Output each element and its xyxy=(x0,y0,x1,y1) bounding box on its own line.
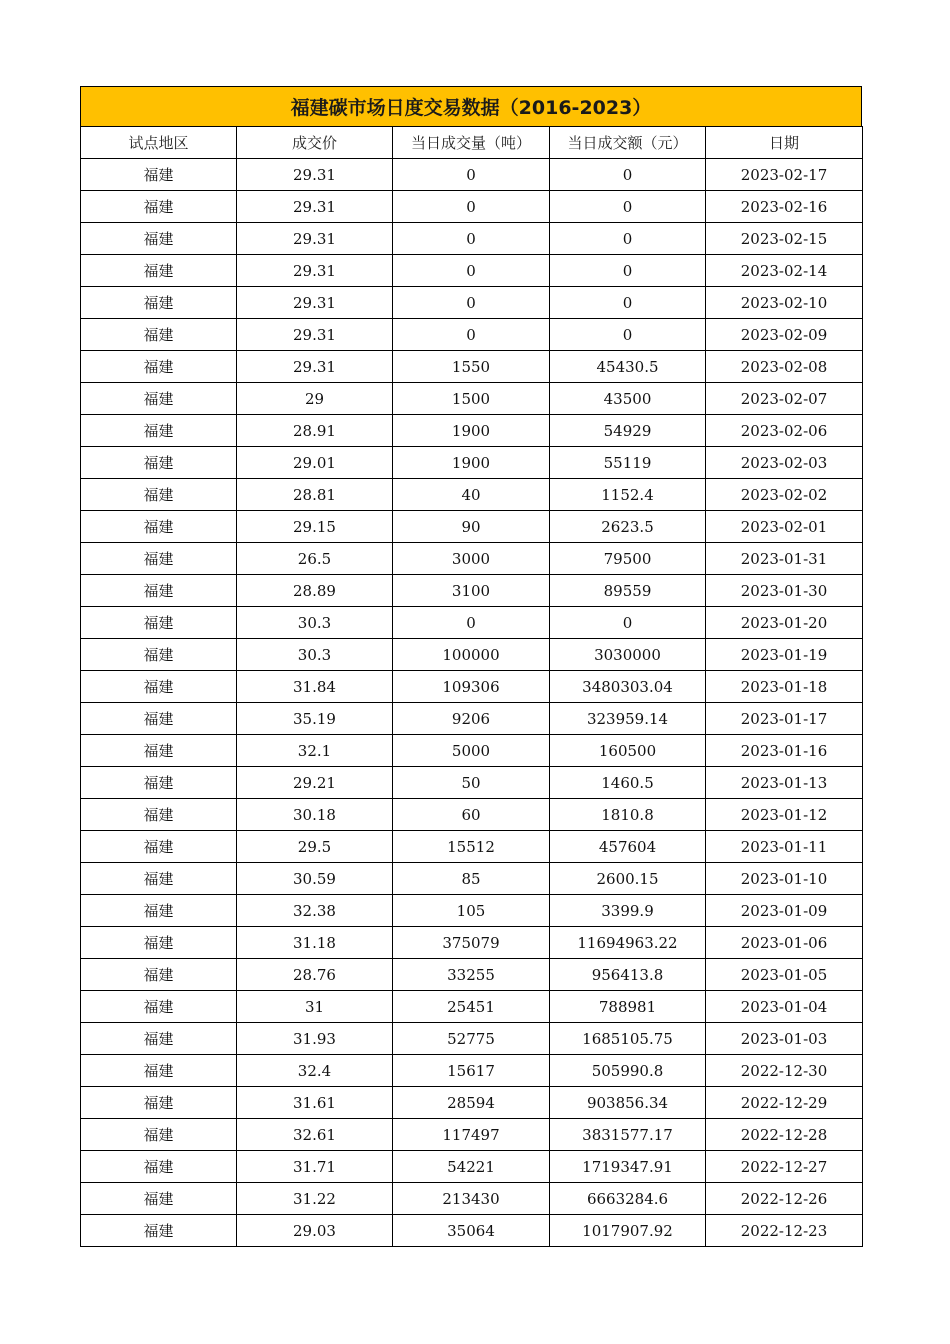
column-header-date: 日期 xyxy=(706,127,863,159)
cell-amount: 788981 xyxy=(550,991,706,1023)
cell-date: 2023-01-20 xyxy=(706,607,863,639)
cell-volume: 0 xyxy=(393,287,550,319)
cell-volume: 109306 xyxy=(393,671,550,703)
cell-price: 32.1 xyxy=(237,735,393,767)
cell-region: 福建 xyxy=(81,639,237,671)
cell-price: 32.38 xyxy=(237,895,393,927)
cell-volume: 0 xyxy=(393,159,550,191)
cell-amount: 1460.5 xyxy=(550,767,706,799)
cell-region: 福建 xyxy=(81,799,237,831)
cell-date: 2023-01-18 xyxy=(706,671,863,703)
cell-region: 福建 xyxy=(81,159,237,191)
cell-amount: 2600.15 xyxy=(550,863,706,895)
cell-region: 福建 xyxy=(81,351,237,383)
cell-date: 2023-01-09 xyxy=(706,895,863,927)
cell-amount: 54929 xyxy=(550,415,706,447)
cell-amount: 6663284.6 xyxy=(550,1183,706,1215)
cell-region: 福建 xyxy=(81,511,237,543)
cell-amount: 11694963.22 xyxy=(550,927,706,959)
cell-region: 福建 xyxy=(81,959,237,991)
cell-price: 28.76 xyxy=(237,959,393,991)
cell-date: 2023-02-16 xyxy=(706,191,863,223)
cell-volume: 85 xyxy=(393,863,550,895)
cell-date: 2023-02-07 xyxy=(706,383,863,415)
cell-amount: 3480303.04 xyxy=(550,671,706,703)
cell-volume: 117497 xyxy=(393,1119,550,1151)
cell-date: 2023-01-31 xyxy=(706,543,863,575)
trade-data-table xyxy=(80,126,863,1247)
cell-volume: 1550 xyxy=(393,351,550,383)
cell-volume: 3100 xyxy=(393,575,550,607)
cell-amount: 3399.9 xyxy=(550,895,706,927)
sheet-title: 福建碳市场日度交易数据（2016-2023） xyxy=(80,86,862,126)
cell-amount: 0 xyxy=(550,223,706,255)
cell-region: 福建 xyxy=(81,575,237,607)
cell-volume: 0 xyxy=(393,607,550,639)
cell-date: 2023-01-03 xyxy=(706,1023,863,1055)
cell-region: 福建 xyxy=(81,1023,237,1055)
cell-volume: 9206 xyxy=(393,703,550,735)
cell-price: 30.59 xyxy=(237,863,393,895)
cell-date: 2023-02-02 xyxy=(706,479,863,511)
table-row xyxy=(81,383,863,415)
table-row xyxy=(81,447,863,479)
data-sheet xyxy=(80,86,862,1247)
cell-region: 福建 xyxy=(81,1119,237,1151)
column-header-amount: 当日成交额（元） xyxy=(550,127,706,159)
cell-price: 29.31 xyxy=(237,287,393,319)
cell-price: 29.01 xyxy=(237,447,393,479)
cell-volume: 0 xyxy=(393,255,550,287)
cell-date: 2022-12-30 xyxy=(706,1055,863,1087)
table-row xyxy=(81,639,863,671)
cell-region: 福建 xyxy=(81,991,237,1023)
table-row xyxy=(81,1023,863,1055)
cell-volume: 50 xyxy=(393,767,550,799)
cell-region: 福建 xyxy=(81,415,237,447)
table-row xyxy=(81,799,863,831)
cell-region: 福建 xyxy=(81,255,237,287)
cell-amount: 0 xyxy=(550,287,706,319)
cell-date: 2023-01-11 xyxy=(706,831,863,863)
cell-date: 2023-02-06 xyxy=(706,415,863,447)
table-row xyxy=(81,543,863,575)
cell-date: 2022-12-23 xyxy=(706,1215,863,1247)
cell-region: 福建 xyxy=(81,927,237,959)
cell-region: 福建 xyxy=(81,607,237,639)
cell-price: 32.61 xyxy=(237,1119,393,1151)
cell-price: 29 xyxy=(237,383,393,415)
cell-region: 福建 xyxy=(81,543,237,575)
table-row xyxy=(81,479,863,511)
cell-region: 福建 xyxy=(81,383,237,415)
cell-price: 29.21 xyxy=(237,767,393,799)
cell-amount: 89559 xyxy=(550,575,706,607)
table-row xyxy=(81,607,863,639)
cell-date: 2023-01-10 xyxy=(706,863,863,895)
table-row xyxy=(81,1151,863,1183)
cell-date: 2022-12-28 xyxy=(706,1119,863,1151)
cell-price: 30.3 xyxy=(237,639,393,671)
cell-region: 福建 xyxy=(81,735,237,767)
cell-amount: 1017907.92 xyxy=(550,1215,706,1247)
cell-volume: 54221 xyxy=(393,1151,550,1183)
cell-volume: 40 xyxy=(393,479,550,511)
cell-amount: 1152.4 xyxy=(550,479,706,511)
cell-price: 31.18 xyxy=(237,927,393,959)
cell-price: 31.93 xyxy=(237,1023,393,1055)
cell-amount: 323959.14 xyxy=(550,703,706,735)
cell-amount: 0 xyxy=(550,191,706,223)
table-row xyxy=(81,415,863,447)
cell-amount: 0 xyxy=(550,255,706,287)
table-row xyxy=(81,575,863,607)
cell-region: 福建 xyxy=(81,1215,237,1247)
cell-volume: 1900 xyxy=(393,415,550,447)
cell-date: 2023-01-17 xyxy=(706,703,863,735)
cell-date: 2023-02-14 xyxy=(706,255,863,287)
cell-price: 29.31 xyxy=(237,159,393,191)
table-row xyxy=(81,671,863,703)
table-row xyxy=(81,287,863,319)
table-row xyxy=(81,863,863,895)
cell-volume: 28594 xyxy=(393,1087,550,1119)
table-row xyxy=(81,927,863,959)
cell-date: 2023-01-30 xyxy=(706,575,863,607)
cell-price: 29.31 xyxy=(237,319,393,351)
cell-price: 28.89 xyxy=(237,575,393,607)
cell-volume: 15512 xyxy=(393,831,550,863)
cell-amount: 45430.5 xyxy=(550,351,706,383)
cell-price: 29.31 xyxy=(237,255,393,287)
cell-volume: 25451 xyxy=(393,991,550,1023)
cell-region: 福建 xyxy=(81,703,237,735)
cell-amount: 505990.8 xyxy=(550,1055,706,1087)
cell-price: 30.3 xyxy=(237,607,393,639)
cell-volume: 3000 xyxy=(393,543,550,575)
table-row xyxy=(81,767,863,799)
cell-volume: 0 xyxy=(393,223,550,255)
cell-price: 29.15 xyxy=(237,511,393,543)
cell-region: 福建 xyxy=(81,1055,237,1087)
cell-price: 31.71 xyxy=(237,1151,393,1183)
column-header-region: 试点地区 xyxy=(81,127,237,159)
table-row xyxy=(81,223,863,255)
cell-volume: 35064 xyxy=(393,1215,550,1247)
cell-region: 福建 xyxy=(81,319,237,351)
cell-volume: 5000 xyxy=(393,735,550,767)
cell-date: 2023-02-08 xyxy=(706,351,863,383)
table-row xyxy=(81,895,863,927)
cell-region: 福建 xyxy=(81,863,237,895)
table-row xyxy=(81,511,863,543)
cell-date: 2023-01-16 xyxy=(706,735,863,767)
cell-price: 29.31 xyxy=(237,191,393,223)
cell-region: 福建 xyxy=(81,1151,237,1183)
cell-amount: 79500 xyxy=(550,543,706,575)
cell-price: 35.19 xyxy=(237,703,393,735)
table-body xyxy=(81,159,863,1247)
cell-volume: 105 xyxy=(393,895,550,927)
cell-amount: 2623.5 xyxy=(550,511,706,543)
cell-date: 2022-12-27 xyxy=(706,1151,863,1183)
table-row xyxy=(81,191,863,223)
cell-price: 31.22 xyxy=(237,1183,393,1215)
table-row xyxy=(81,255,863,287)
header-row xyxy=(81,127,863,159)
cell-date: 2023-02-03 xyxy=(706,447,863,479)
table-row xyxy=(81,1055,863,1087)
cell-amount: 1810.8 xyxy=(550,799,706,831)
cell-amount: 0 xyxy=(550,319,706,351)
cell-volume: 52775 xyxy=(393,1023,550,1055)
cell-region: 福建 xyxy=(81,831,237,863)
table-row xyxy=(81,1215,863,1247)
cell-price: 29.5 xyxy=(237,831,393,863)
cell-region: 福建 xyxy=(81,895,237,927)
table-row xyxy=(81,831,863,863)
cell-date: 2022-12-29 xyxy=(706,1087,863,1119)
table-row xyxy=(81,1119,863,1151)
column-header-volume: 当日成交量（吨） xyxy=(393,127,550,159)
cell-volume: 100000 xyxy=(393,639,550,671)
cell-volume: 15617 xyxy=(393,1055,550,1087)
cell-price: 29.31 xyxy=(237,223,393,255)
column-header-price: 成交价 xyxy=(237,127,393,159)
cell-amount: 903856.34 xyxy=(550,1087,706,1119)
cell-amount: 457604 xyxy=(550,831,706,863)
cell-amount: 1685105.75 xyxy=(550,1023,706,1055)
cell-region: 福建 xyxy=(81,1087,237,1119)
cell-date: 2022-12-26 xyxy=(706,1183,863,1215)
cell-volume: 1500 xyxy=(393,383,550,415)
cell-date: 2023-01-19 xyxy=(706,639,863,671)
cell-amount: 956413.8 xyxy=(550,959,706,991)
cell-volume: 1900 xyxy=(393,447,550,479)
table-row xyxy=(81,319,863,351)
cell-date: 2023-02-15 xyxy=(706,223,863,255)
table-row xyxy=(81,159,863,191)
cell-volume: 0 xyxy=(393,191,550,223)
cell-amount: 160500 xyxy=(550,735,706,767)
cell-volume: 213430 xyxy=(393,1183,550,1215)
cell-price: 29.03 xyxy=(237,1215,393,1247)
cell-region: 福建 xyxy=(81,191,237,223)
cell-region: 福建 xyxy=(81,223,237,255)
cell-volume: 90 xyxy=(393,511,550,543)
cell-price: 30.18 xyxy=(237,799,393,831)
cell-date: 2023-02-10 xyxy=(706,287,863,319)
cell-amount: 0 xyxy=(550,607,706,639)
table-row xyxy=(81,1183,863,1215)
cell-date: 2023-01-06 xyxy=(706,927,863,959)
cell-amount: 1719347.91 xyxy=(550,1151,706,1183)
table-row xyxy=(81,735,863,767)
cell-price: 31.84 xyxy=(237,671,393,703)
cell-price: 32.4 xyxy=(237,1055,393,1087)
cell-price: 26.5 xyxy=(237,543,393,575)
table-row xyxy=(81,991,863,1023)
cell-amount: 3831577.17 xyxy=(550,1119,706,1151)
cell-date: 2023-01-12 xyxy=(706,799,863,831)
table-row xyxy=(81,1087,863,1119)
cell-price: 29.31 xyxy=(237,351,393,383)
table-row xyxy=(81,351,863,383)
cell-date: 2023-02-01 xyxy=(706,511,863,543)
table-row xyxy=(81,959,863,991)
cell-date: 2023-01-04 xyxy=(706,991,863,1023)
cell-region: 福建 xyxy=(81,671,237,703)
cell-region: 福建 xyxy=(81,447,237,479)
cell-volume: 33255 xyxy=(393,959,550,991)
cell-price: 31.61 xyxy=(237,1087,393,1119)
cell-amount: 55119 xyxy=(550,447,706,479)
cell-region: 福建 xyxy=(81,479,237,511)
cell-date: 2023-01-05 xyxy=(706,959,863,991)
cell-amount: 43500 xyxy=(550,383,706,415)
cell-region: 福建 xyxy=(81,287,237,319)
cell-price: 28.91 xyxy=(237,415,393,447)
cell-volume: 375079 xyxy=(393,927,550,959)
cell-volume: 0 xyxy=(393,319,550,351)
cell-amount: 3030000 xyxy=(550,639,706,671)
cell-date: 2023-02-09 xyxy=(706,319,863,351)
cell-price: 28.81 xyxy=(237,479,393,511)
cell-region: 福建 xyxy=(81,767,237,799)
cell-region: 福建 xyxy=(81,1183,237,1215)
cell-amount: 0 xyxy=(550,159,706,191)
cell-date: 2023-01-13 xyxy=(706,767,863,799)
cell-volume: 60 xyxy=(393,799,550,831)
cell-price: 31 xyxy=(237,991,393,1023)
cell-date: 2023-02-17 xyxy=(706,159,863,191)
table-row xyxy=(81,703,863,735)
